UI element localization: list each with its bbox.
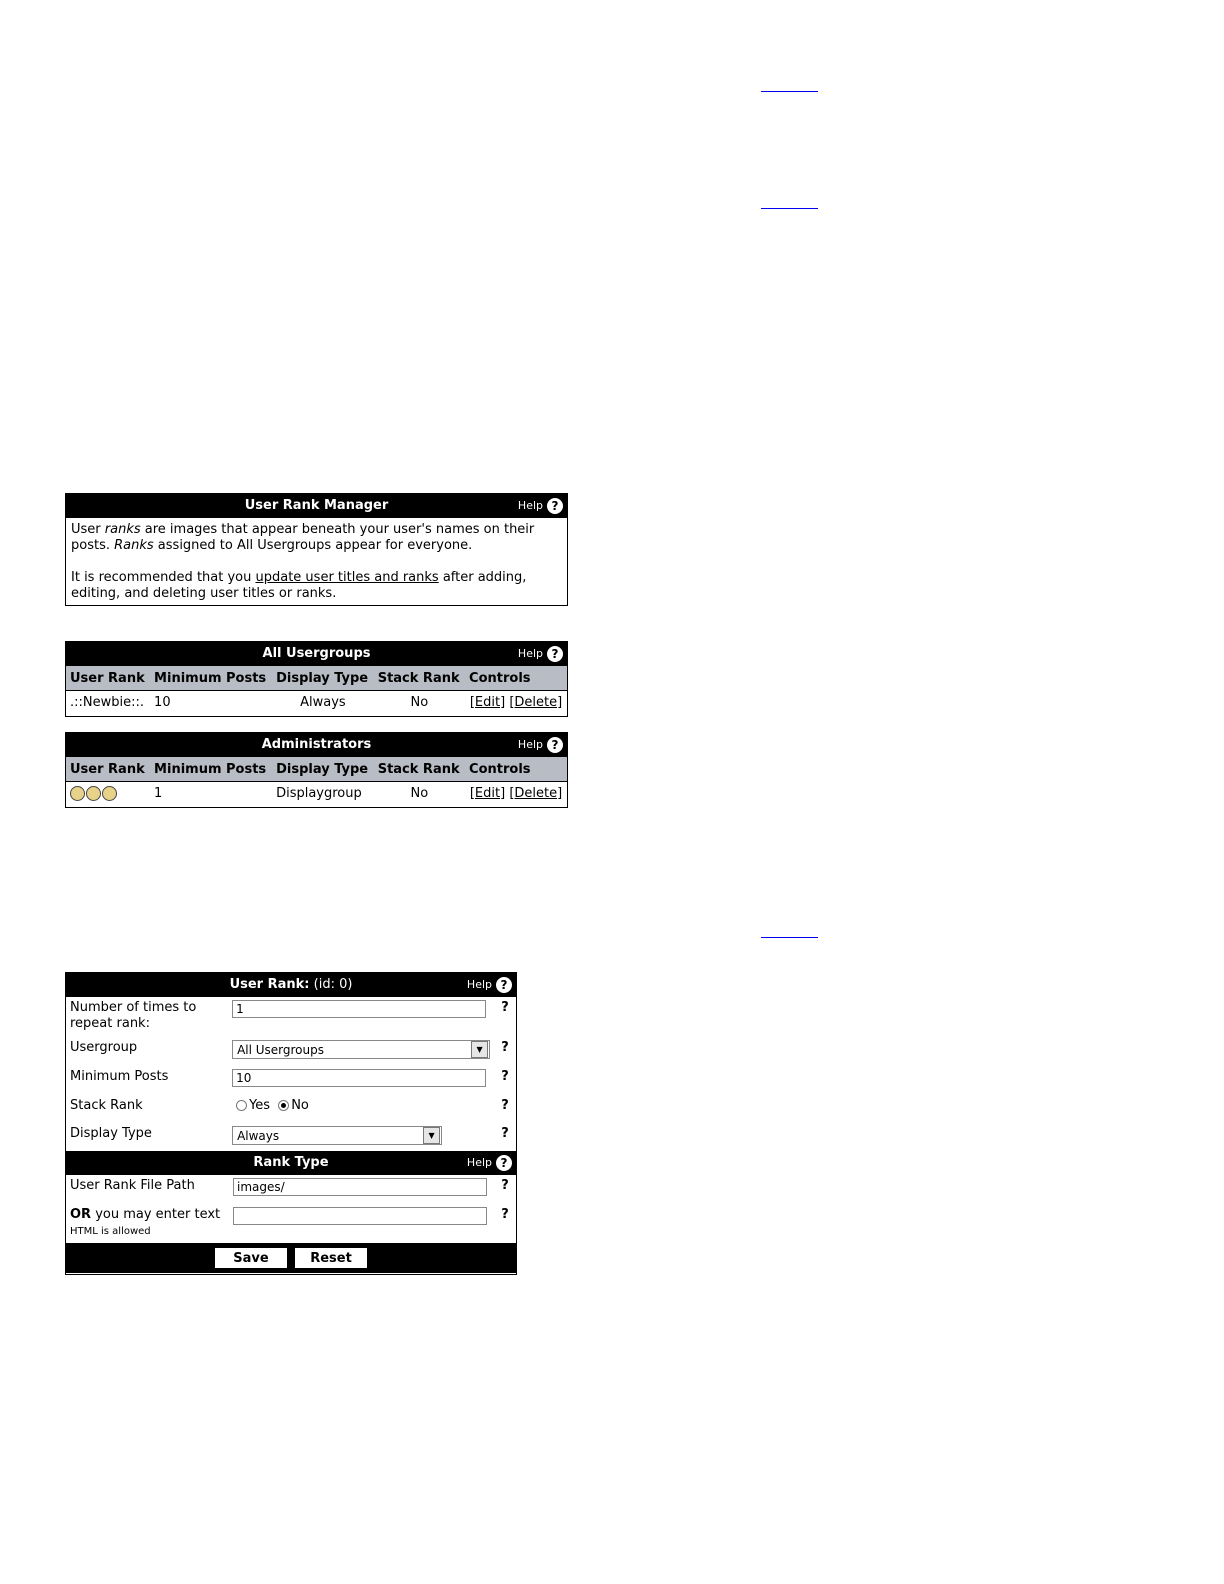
column-header: Display Type [272,757,374,782]
display-type-row [66,1123,516,1151]
delete-link[interactable]: [Delete] [509,695,563,710]
usergroup-field-cell [228,1037,494,1066]
html-allowed-note: HTML is allowed [70,1226,151,1237]
display-type-field-cell [228,1123,494,1151]
controls-cell [465,691,567,715]
stack-rank-cell: No [410,695,429,710]
field-help-icon[interactable]: ? [501,1000,509,1015]
all-usergroups-header [66,642,567,666]
stack-rank-row [66,1095,516,1123]
help-label: Help [517,738,543,751]
help-icon[interactable]: ? [496,977,512,993]
form-title-id: (id: 0) [309,977,353,992]
help-icon[interactable]: ? [547,498,563,514]
top-link-2[interactable] [761,206,818,209]
top-link-1[interactable] [761,89,818,92]
help-label: Help [466,978,492,991]
table-header-row [66,666,567,691]
or-label: OR [70,1207,92,1222]
help-icon[interactable]: ? [547,737,563,753]
display-type-cell: Displaygroup [276,786,362,801]
field-help-icon[interactable]: ? [501,1040,509,1055]
column-header: User Rank [66,757,150,782]
rank-image-icon [86,786,101,801]
form-title: User Rank: [229,977,310,992]
display-type-cell: Always [300,695,346,710]
help-link[interactable] [518,642,563,666]
help-label: Help [517,647,543,660]
user-rank-form [65,972,517,1275]
column-header: User Rank [66,666,150,691]
usergroup-value: All Usergroups [237,1042,324,1057]
stack-yes-label: Yes [249,1098,271,1113]
display-type-select[interactable] [232,1126,442,1145]
rank-text-field-cell [229,1204,494,1243]
field-help-icon[interactable]: ? [501,1098,509,1113]
rank-type-title: Rank Type [253,1155,329,1170]
rank-image-icon [70,786,85,801]
usergroup-select[interactable] [232,1040,490,1059]
file-path-label: User Rank File Path [70,1178,195,1193]
description-paragraph-2: It is recommended that you update user titles and ranks after adding, editing, and deleting user titles or ranks. [71,570,527,601]
min-posts-field-cell [228,1066,494,1095]
help-link[interactable] [518,733,563,757]
save-button[interactable]: Save [214,1247,288,1269]
min-posts-row [66,1066,516,1095]
column-header: Minimum Posts [150,666,272,691]
column-header: Stack Rank [374,666,465,691]
stack-rank-label: Stack Rank [70,1098,143,1113]
dropdown-arrow-icon[interactable]: ▼ [423,1127,440,1144]
rank-manager-panel [65,493,568,606]
help-icon[interactable]: ? [496,1155,512,1171]
usergroup-row [66,1037,516,1066]
form-button-bar [66,1243,516,1273]
min-posts-cell: 1 [154,786,163,801]
help-icon[interactable]: ? [547,646,563,662]
all-usergroups-panel [65,641,568,717]
column-header: Controls [465,666,567,691]
all-usergroups-title: All Usergroups [262,646,371,661]
all-usergroups-table [66,666,567,714]
administrators-table [66,757,567,805]
repeat-count-input[interactable] [232,1000,486,1018]
column-header: Stack Rank [374,757,465,782]
administrators-title: Administrators [261,737,372,752]
column-header: Minimum Posts [150,757,272,782]
stack-no-label: No [291,1098,309,1113]
column-header: Display Type [272,666,374,691]
stack-yes-radio[interactable] [236,1100,247,1111]
help-label: Help [466,1156,492,1169]
rank-image-icon [102,786,117,801]
table-row [66,782,567,806]
display-type-value: Always [237,1128,280,1143]
repeat-row [66,997,516,1037]
rank-cell [66,782,150,806]
table-header-row [66,757,567,782]
update-titles-ranks-link[interactable]: update user titles and ranks [255,570,439,585]
rank-text-row [66,1204,516,1243]
rank-manager-header [66,494,567,518]
reset-button[interactable]: Reset [294,1247,368,1269]
edit-link[interactable]: [Edit] [469,786,506,801]
help-label: Help [517,499,543,512]
rank-text-input[interactable] [233,1207,487,1225]
rank-text-label: OR you may enter text HTML is allowed [70,1207,221,1237]
top-link-3[interactable] [761,935,818,938]
administrators-panel [65,732,568,808]
field-help-icon[interactable]: ? [501,1126,509,1141]
stack-no-radio[interactable] [278,1100,289,1111]
rank-cell: .::Newbie::. [70,695,145,710]
rank-type-header [66,1151,516,1175]
rank-type-fields [66,1175,516,1243]
help-link[interactable] [467,1151,512,1175]
controls-cell [465,782,567,806]
min-posts-input[interactable] [232,1069,486,1087]
dropdown-arrow-icon[interactable]: ▼ [471,1041,488,1058]
field-help-icon[interactable]: ? [501,1069,509,1084]
column-header: Controls [465,757,567,782]
min-posts-label: Minimum Posts [70,1069,169,1084]
display-type-label: Display Type [70,1126,152,1141]
repeat-label: Number of times to repeat rank: [70,1000,197,1031]
user-rank-fields [66,997,516,1151]
rank-manager-description [66,518,567,606]
min-posts-cell: 10 [154,695,171,710]
usergroup-label: Usergroup [70,1040,138,1055]
file-path-input[interactable] [233,1178,487,1196]
rank-manager-title: User Rank Manager [244,498,389,513]
help-link[interactable] [467,973,512,997]
stack-rank-cell: No [410,786,429,801]
delete-link[interactable]: [Delete] [509,786,563,801]
repeat-field-cell [228,997,494,1037]
administrators-header [66,733,567,757]
edit-link[interactable]: [Edit] [469,695,506,710]
file-path-field-cell [229,1175,494,1204]
help-link[interactable] [518,494,563,518]
table-row [66,691,567,715]
file-path-row [66,1175,516,1204]
field-help-icon[interactable]: ? [501,1207,509,1222]
description-paragraph-1: User ranks are images that appear beneath your user's names on their posts. Ranks assigned to All Usergroups appear for everyone. [71,522,535,553]
user-rank-form-header [66,973,516,997]
stack-rank-field-cell [228,1095,494,1123]
field-help-icon[interactable]: ? [501,1178,509,1193]
